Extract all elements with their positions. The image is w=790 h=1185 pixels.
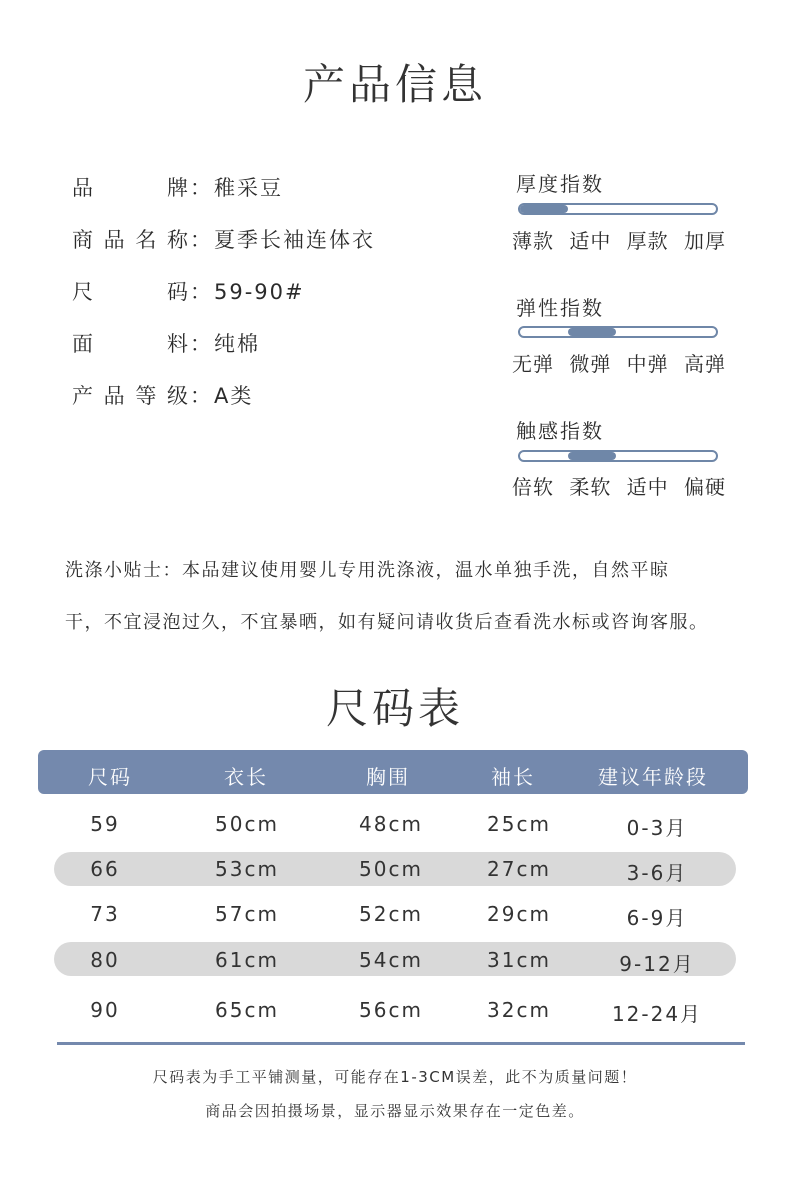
cell-sleeve: 29cm <box>487 902 551 926</box>
index-option: 微弹 <box>569 352 612 376</box>
wash-tip-line-1: 洗涤小贴士：本品建议使用婴儿专用洗涤液，温水单独手洗，自然平晾 <box>65 560 670 581</box>
cell-size: 80 <box>90 948 120 972</box>
header-age: 建议年龄段 <box>598 765 708 789</box>
cell-chest: 52cm <box>359 902 423 926</box>
cell-length: 50cm <box>215 812 279 836</box>
size-note-2: 商品会因拍摄场景，显示器显示效果存在一定色差。 <box>205 1102 585 1120</box>
cell-age: 12-24月 <box>611 1002 703 1026</box>
index-option: 倍软 <box>512 475 554 499</box>
cell-chest: 50cm <box>359 857 423 881</box>
info-colon: ： <box>190 176 213 200</box>
elasticity-index-bar <box>518 326 718 338</box>
info-value: 纯棉 <box>214 332 260 356</box>
info-value: 夏季长袖连体衣 <box>214 228 375 252</box>
table-row <box>0 948 790 982</box>
header-sleeve: 袖长 <box>491 765 535 789</box>
touch-index-title: 触感指数 <box>516 419 604 443</box>
touch-index-options <box>512 471 726 500</box>
index-option: 薄款 <box>512 229 554 253</box>
cell-age: 6-9月 <box>626 906 688 930</box>
info-label: 品牌 <box>72 176 190 200</box>
cell-length: 61cm <box>215 948 279 972</box>
cell-size: 66 <box>90 857 120 881</box>
cell-sleeve: 32cm <box>487 998 551 1022</box>
info-label: 面料 <box>72 332 190 356</box>
table-divider <box>57 1042 745 1045</box>
info-row-grade <box>72 380 253 410</box>
cell-chest: 54cm <box>359 948 423 972</box>
cell-length: 65cm <box>215 998 279 1022</box>
elasticity-index-options <box>512 348 726 377</box>
info-label: 商品名称 <box>72 228 190 252</box>
info-value: 稚采豆 <box>214 176 283 200</box>
info-colon: ： <box>190 332 213 356</box>
index-option: 无弹 <box>512 352 554 376</box>
info-row-size <box>72 276 305 306</box>
touch-index-fill <box>568 452 616 460</box>
cell-sleeve: 31cm <box>487 948 551 972</box>
thickness-index-options <box>512 225 726 254</box>
index-option: 适中 <box>569 229 612 253</box>
info-colon: ： <box>190 280 213 304</box>
table-row <box>0 857 790 891</box>
elasticity-index-fill <box>568 328 616 336</box>
size-table-header <box>38 750 748 794</box>
info-colon: ： <box>190 228 213 252</box>
cell-age: 0-3月 <box>626 816 688 840</box>
table-row <box>0 902 790 936</box>
cell-length: 57cm <box>215 902 279 926</box>
index-option: 柔软 <box>569 475 612 499</box>
index-option: 高弹 <box>683 352 726 376</box>
product-info-title: 产品信息 <box>302 60 487 109</box>
table-row <box>0 812 790 846</box>
header-size: 尺码 <box>88 765 132 789</box>
cell-size: 90 <box>90 998 120 1022</box>
info-value: 59-90# <box>214 280 305 304</box>
info-colon: ： <box>190 384 213 408</box>
cell-age: 9-12月 <box>619 952 695 976</box>
cell-size: 73 <box>90 902 120 926</box>
thickness-index-fill <box>520 205 568 213</box>
cell-size: 59 <box>90 812 120 836</box>
index-option: 偏硬 <box>683 475 726 499</box>
thickness-index-bar <box>518 203 718 215</box>
cell-sleeve: 27cm <box>487 857 551 881</box>
index-option: 加厚 <box>683 229 726 253</box>
info-label: 尺码 <box>72 280 190 304</box>
header-length: 衣长 <box>224 765 268 789</box>
info-row-brand <box>72 172 283 202</box>
info-row-product-name <box>72 224 375 254</box>
info-value: A类 <box>214 384 254 408</box>
cell-sleeve: 25cm <box>487 812 551 836</box>
info-row-fabric <box>72 328 260 358</box>
cell-age: 3-6月 <box>626 861 688 885</box>
index-option: 适中 <box>626 475 669 499</box>
index-option: 中弹 <box>626 352 669 376</box>
index-option: 厚款 <box>626 229 669 253</box>
cell-length: 53cm <box>215 857 279 881</box>
table-row <box>0 998 790 1032</box>
size-note-1: 尺码表为手工平铺测量，可能存在1-3CM误差，此不为质量问题！ <box>152 1068 638 1086</box>
info-label: 产品等级 <box>72 384 190 408</box>
elasticity-index-title: 弹性指数 <box>516 296 604 320</box>
wash-tip-line-2: 干，不宜浸泡过久，不宜暴晒，如有疑问请收货后查看洗水标或咨询客服。 <box>65 612 709 633</box>
touch-index-bar <box>518 450 718 462</box>
cell-chest: 48cm <box>359 812 423 836</box>
thickness-index-title: 厚度指数 <box>516 172 604 196</box>
cell-chest: 56cm <box>359 998 423 1022</box>
size-chart-title: 尺码表 <box>325 684 464 733</box>
header-chest: 胸围 <box>366 765 410 789</box>
